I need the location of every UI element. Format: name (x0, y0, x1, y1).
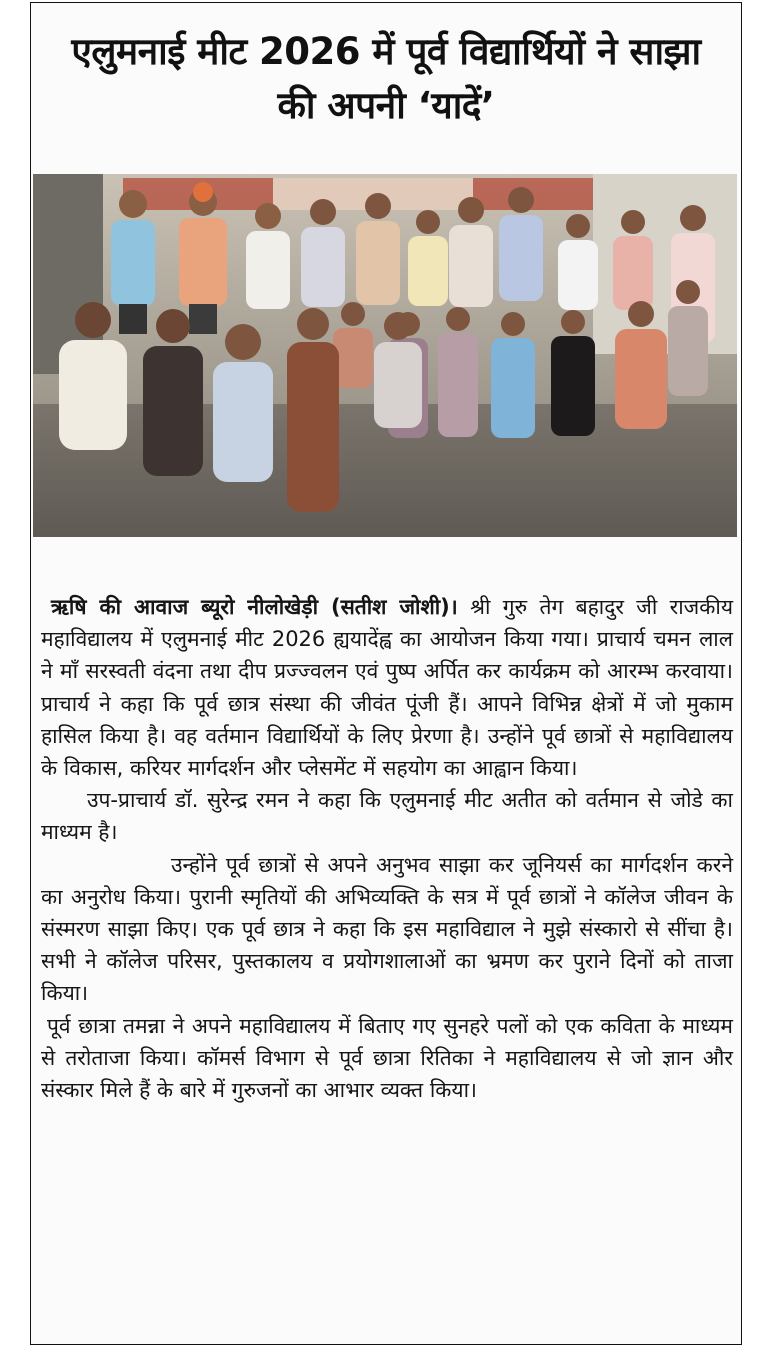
headline-line-2: की अपनी ‘यादें’ (277, 84, 495, 127)
byline: ऋषि की आवाज ब्यूरो नीलोखेड़ी (सतीश जोशी)। (51, 595, 458, 619)
paragraph-4: पूर्व छात्रा तमन्ना ने अपने महाविद्यालय में बिताए गए सुनहरे पलों को एक कविता के माध्यम से तरोताजा किया। कॉमर्स विभाग से पूर्व छात्रा रितिका ने महाविद्यालय से जो ज्ञान और संस्कार मिले हैं के बारे में गुरुजनों का आभार व्यक्त किया। (41, 1013, 733, 1103)
article-body (41, 591, 733, 1106)
group-photo (33, 174, 737, 537)
headline (31, 25, 741, 133)
paragraph-1 (41, 591, 733, 784)
paragraph-1-text: श्री गुरु तेग बहादुर जी राजकीय महाविद्यालय में एलुमनाई मीट 2026 ह्ययादेंह्व का आयोजन किया गया। प्राचार्य चमन लाल ने माँ सरस्वती वंदना तथा दीप प्रज्ज्वलन एवं पुष्प अर्पित कर कार्यक्रम को आरम्भ करवाया। प्राचार्य ने कहा कि पूर्व छात्र संस्था की जीवंत पूंजी हैं। आपने विभिन्न क्षेत्रों में जो मुकाम हासिल किया है। वह वर्तमान विद्यार्थियों के लिए प्रेरणा है। उन्होंने पूर्व छात्रों से महाविद्यालय के विकास, करियर मार्गदर्शन और प्लेसमेंट में सहयोग का आह्वान किया। (41, 595, 733, 781)
paragraph-2: उप-प्राचार्य डॉ. सुरेन्द्र रमन ने कहा कि एलुमनाई मीट अतीत को वर्तमान से जोडे का माध्यम है। (41, 788, 733, 845)
paragraph-3: उन्होंने पूर्व छात्रों से अपने अनुभव साझा कर जूनियर्स का मार्गदर्शन करने का अनुरोध किया। पुरानी स्मृतियों की अभिव्यक्ति के सत्र में पूर्व छात्रों ने कॉलेज जीवन के संस्मरण साझा किए। एक पूर्व छात्र ने कहा कि इस महाविद्याल ने मुझे संस्कारो से सींचा है। सभी ने कॉलेज परिसर, पुस्तकालय व प्रयोगशालाओं का भ्रमण कर पुराने दिनों को ताजा किया। (41, 852, 733, 1006)
headline-line-1: एलुमनाई मीट 2026 में पूर्व विद्यार्थियों ने साझा (71, 30, 701, 73)
news-clipping (30, 2, 742, 1345)
